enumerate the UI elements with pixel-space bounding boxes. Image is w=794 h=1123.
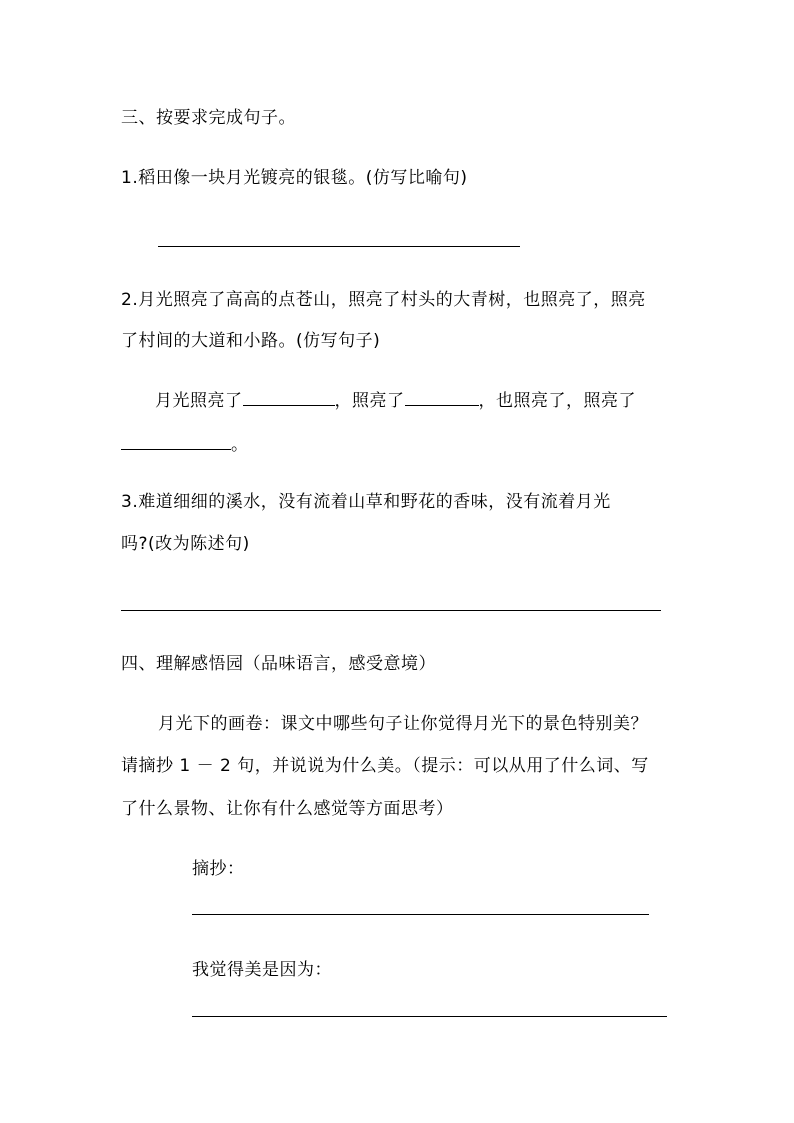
section4-heading: 四、理解感悟园（品味语言，感受意境） <box>121 654 436 674</box>
question2-blank-1[interactable] <box>243 387 335 406</box>
question2-text-line1: 2.月光照亮了高高的点苍山，照亮了村头的大青树，也照亮了，照亮 <box>121 290 646 310</box>
section4-paragraph-line2: 请摘抄 1 － 2 句，并说说为什么美。（提示：可以从用了什么词、写 <box>121 756 649 776</box>
question1-text: 1.稻田像一块月光镀亮的银毯。(仿写比喻句) <box>121 168 468 188</box>
question2-fill-row <box>155 387 636 413</box>
question2-fill-end: 。 <box>231 435 249 455</box>
question2-fill-row2 <box>121 431 249 457</box>
reason-label: 我觉得美是因为： <box>192 960 332 980</box>
question2-fill-sep2: ，也照亮了，照亮了 <box>478 391 636 411</box>
question3-text-line2: 吗?(改为陈述句) <box>121 534 250 554</box>
question2-blank-2[interactable] <box>405 387 479 406</box>
question1-answer-line[interactable] <box>158 246 520 247</box>
copy-answer-line[interactable] <box>192 914 649 915</box>
section4-paragraph-line1: 月光下的画卷：课文中哪些句子让你觉得月光下的景色特别美？ <box>158 714 648 734</box>
question2-fill-sep1: ，照亮了 <box>334 391 405 411</box>
question3-text-line1: 3.难道细细的溪水，没有流着山草和野花的香味，没有流着月光 <box>121 492 611 512</box>
question2-text-line2: 了村间的大道和小路。(仿写句子) <box>121 331 381 351</box>
question3-answer-line[interactable] <box>121 610 661 611</box>
copy-label: 摘抄： <box>192 859 245 879</box>
question2-fill-start: 月光照亮了 <box>155 391 243 411</box>
reason-answer-line[interactable] <box>192 1016 667 1017</box>
section3-heading: 三、按要求完成句子。 <box>121 108 296 128</box>
question2-blank-3[interactable] <box>121 431 231 450</box>
section4-paragraph-line3: 了什么景物、让你有什么感觉等方面思考） <box>121 799 454 819</box>
